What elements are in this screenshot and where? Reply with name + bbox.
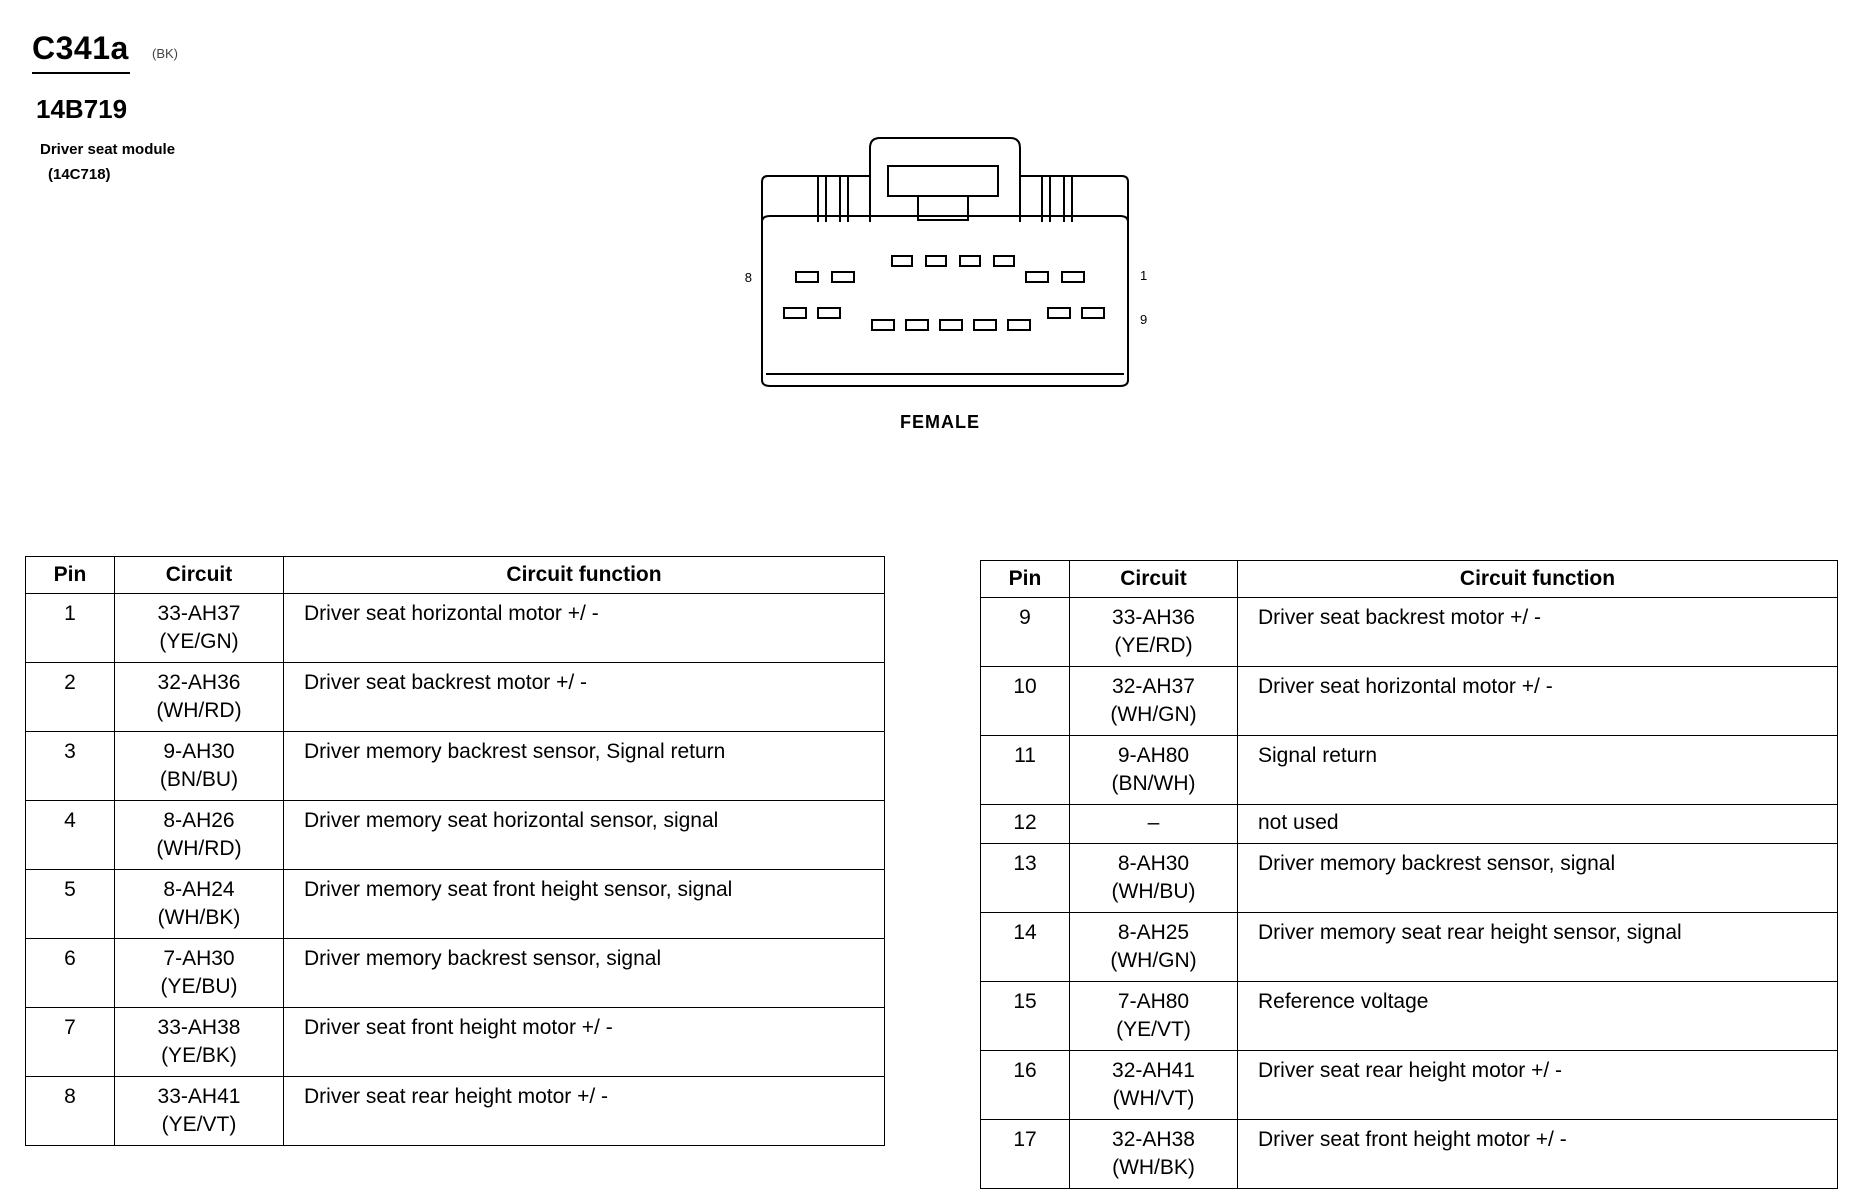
circuit-cell <box>115 870 284 939</box>
table-row <box>981 913 1838 982</box>
header-circuit-function: Circuit function <box>284 557 885 594</box>
pin-number: 13 <box>981 844 1070 913</box>
table-row <box>981 1051 1838 1120</box>
circuit-cell <box>115 1008 284 1077</box>
pin-number: 8 <box>26 1077 115 1146</box>
table-row <box>26 939 885 1008</box>
header-circuit-function: Circuit function <box>1238 561 1838 598</box>
pin-number: 2 <box>26 663 115 732</box>
circuit-id: – <box>1147 811 1160 834</box>
circuit-id: 8-AH25 <box>1117 921 1190 944</box>
circuit-cell <box>115 801 284 870</box>
circuit-id: 8-AH30 <box>1117 852 1190 875</box>
wire-color: (WH/RD) <box>156 699 242 722</box>
wire-color: (YE/VT) <box>161 1113 237 1136</box>
wire-color: (WH/GN) <box>1110 703 1197 726</box>
pin-number: 1 <box>26 594 115 663</box>
wire-color: (WH/BK) <box>1112 1156 1195 1179</box>
circuit-id: 33-AH41 <box>157 1085 241 1108</box>
table-row <box>981 805 1838 844</box>
pin-number: 17 <box>981 1120 1070 1189</box>
pin-label-9: 9 <box>1140 312 1148 327</box>
circuit-function: Driver seat horizontal motor +/ - <box>1238 667 1838 736</box>
header-circuit: Circuit <box>115 557 284 594</box>
pin-number: 9 <box>981 598 1070 667</box>
circuit-cell <box>115 732 284 801</box>
wire-color: (BN/WH) <box>1111 772 1196 795</box>
table-row <box>26 663 885 732</box>
module-name: Driver seat module <box>40 141 176 158</box>
circuit-id: 7-AH30 <box>163 947 235 970</box>
circuit-cell <box>1070 1051 1238 1120</box>
wire-color: (YE/GN) <box>159 630 239 653</box>
circuit-id: 33-AH36 <box>1112 606 1195 629</box>
pin-number: 7 <box>26 1008 115 1077</box>
wire-color: (YE/VT) <box>1116 1018 1191 1041</box>
circuit-cell <box>1070 1120 1238 1189</box>
connector-face-diagram <box>730 130 1150 400</box>
table-row <box>26 732 885 801</box>
table-row <box>981 667 1838 736</box>
pin-number: 6 <box>26 939 115 1008</box>
wire-color: (WH/BK) <box>157 906 241 929</box>
circuit-function: Driver memory seat rear height sensor, signal <box>1238 913 1838 982</box>
circuit-function: Driver seat backrest motor +/ - <box>284 663 885 732</box>
circuit-id: 9-AH80 <box>1117 744 1190 767</box>
circuit-id: 32-AH36 <box>157 671 241 694</box>
circuit-function: Driver memory backrest sensor, signal <box>284 939 885 1008</box>
circuit-id: 33-AH38 <box>157 1016 241 1039</box>
circuit-function: Reference voltage <box>1238 982 1838 1051</box>
table-row <box>26 1077 885 1146</box>
circuit-cell <box>115 663 284 732</box>
table-row <box>26 801 885 870</box>
connector-latch-window <box>888 166 998 196</box>
table-row <box>981 982 1838 1051</box>
pin-number: 12 <box>981 805 1070 844</box>
connector-id-underline <box>32 72 130 74</box>
circuit-function: Driver seat horizontal motor +/ - <box>284 594 885 663</box>
circuit-cell <box>1070 982 1238 1051</box>
circuit-function: Driver seat rear height motor +/ - <box>1238 1051 1838 1120</box>
circuit-cell <box>1070 844 1238 913</box>
circuit-cell <box>1070 913 1238 982</box>
wire-color: (YE/BU) <box>160 975 238 998</box>
circuit-id: 33-AH37 <box>157 602 241 625</box>
wire-color: (WH/RD) <box>156 837 242 860</box>
pin-table-right <box>980 560 1838 1189</box>
circuit-id: 7-AH80 <box>1117 990 1190 1013</box>
pin-number: 14 <box>981 913 1070 982</box>
circuit-cell <box>1070 736 1238 805</box>
table-row <box>26 594 885 663</box>
circuit-cell <box>1070 667 1238 736</box>
wire-color: (WH/VT) <box>1112 1087 1195 1110</box>
pin-label-1: 1 <box>1140 268 1148 283</box>
wire-color: (YE/BK) <box>161 1044 237 1067</box>
circuit-id: 32-AH38 <box>1112 1128 1195 1151</box>
table-row <box>981 598 1838 667</box>
pin-table-left <box>25 556 885 1146</box>
circuit-id: 32-AH41 <box>1112 1059 1195 1082</box>
circuit-cell <box>115 939 284 1008</box>
table-row <box>26 870 885 939</box>
circuit-id: 9-AH30 <box>163 740 235 763</box>
circuit-function: Driver memory backrest sensor, signal <box>1238 844 1838 913</box>
pin-number: 11 <box>981 736 1070 805</box>
header-pin: Pin <box>26 557 115 594</box>
wire-color: (BN/BU) <box>159 768 239 791</box>
pin-number: 3 <box>26 732 115 801</box>
header-circuit: Circuit <box>1070 561 1238 598</box>
connector-gender-label: FEMALE <box>900 412 980 432</box>
connector-body <box>762 216 1128 386</box>
module-part-number: (14C718) <box>48 166 111 183</box>
pin-number: 15 <box>981 982 1070 1051</box>
circuit-function: Driver seat backrest motor +/ - <box>1238 598 1838 667</box>
pin-label-8: 8 <box>744 270 752 285</box>
circuit-function: Driver seat rear height motor +/ - <box>284 1077 885 1146</box>
table-row <box>981 844 1838 913</box>
pin-number: 16 <box>981 1051 1070 1120</box>
circuit-id: 8-AH26 <box>163 809 235 832</box>
circuit-cell <box>115 594 284 663</box>
circuit-function: Driver memory seat horizontal sensor, signal <box>284 801 885 870</box>
pin-number: 5 <box>26 870 115 939</box>
circuit-function: Driver seat front height motor +/ - <box>284 1008 885 1077</box>
circuit-cell <box>115 1077 284 1146</box>
circuit-function: Signal return <box>1238 736 1838 805</box>
table-row <box>981 1120 1838 1189</box>
table-header-row <box>26 557 885 594</box>
circuit-cell <box>1070 598 1238 667</box>
circuit-function: not used <box>1238 805 1838 844</box>
part-number: 14B719 <box>36 94 128 124</box>
circuit-id: 8-AH24 <box>163 878 235 901</box>
circuit-function: Driver seat front height motor +/ - <box>1238 1120 1838 1189</box>
circuit-function: Driver memory backrest sensor, Signal return <box>284 732 885 801</box>
connector-id: C341a <box>32 30 129 66</box>
pin-number: 10 <box>981 667 1070 736</box>
table-row <box>26 1008 885 1077</box>
header-pin: Pin <box>981 561 1070 598</box>
table-row <box>981 736 1838 805</box>
circuit-cell <box>1070 805 1238 844</box>
circuit-id: 32-AH37 <box>1112 675 1195 698</box>
wire-color: (WH/GN) <box>1110 949 1197 972</box>
wire-color: (YE/RD) <box>1114 634 1193 657</box>
wire-color: (WH/BU) <box>1111 880 1196 903</box>
connector-color-code: (BK) <box>152 46 178 61</box>
table-header-row <box>981 561 1838 598</box>
pin-number: 4 <box>26 801 115 870</box>
circuit-function: Driver memory seat front height sensor, signal <box>284 870 885 939</box>
